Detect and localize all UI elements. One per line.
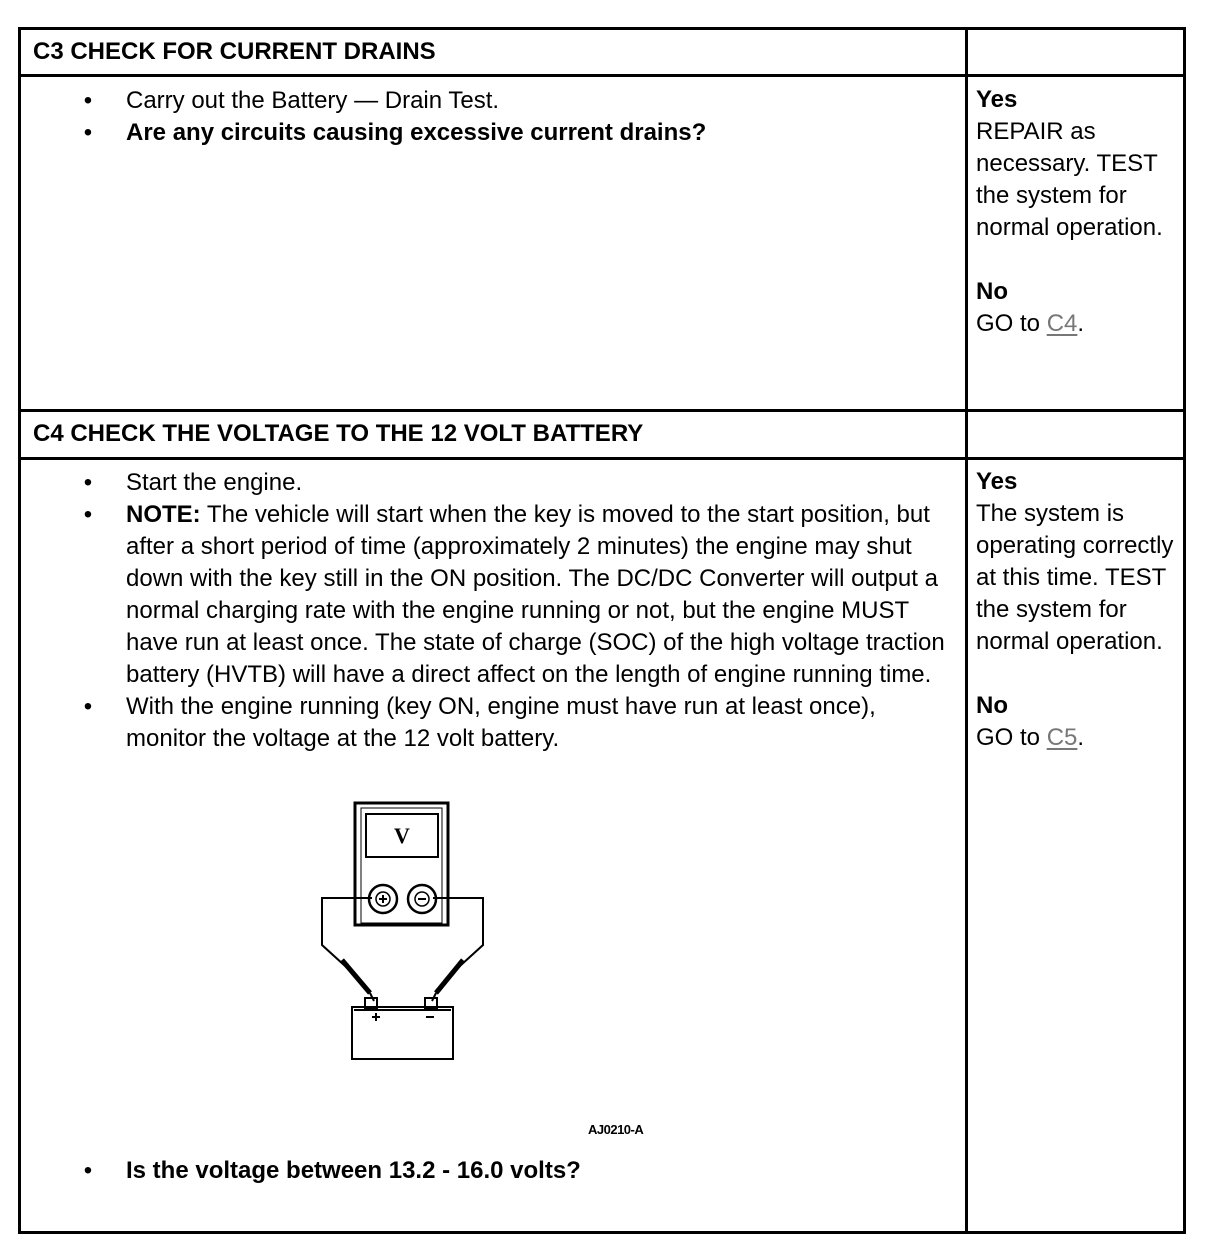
bullet-icon: • [83, 1157, 93, 1184]
table-border-bottom [18, 1231, 1186, 1234]
c3-yes-text: REPAIR as necessary. TEST the system for normal operation. [976, 118, 1163, 241]
c4-step-list-final [82, 1155, 962, 1187]
bullet-icon: • [83, 501, 93, 528]
c4-yes-text: The system is operating correctly at this time. TEST the system for normal operation. [976, 500, 1174, 655]
go-to-c4-link[interactable]: C4 [1046, 310, 1078, 337]
meter-display-v: V [394, 823, 410, 848]
c3-result [976, 84, 1176, 340]
table-border-left [18, 27, 21, 1234]
c3-header: C3 CHECK FOR CURRENT DRAINS [33, 38, 436, 65]
multimeter-icon [355, 803, 448, 925]
c4-no-line: GO to C5. [976, 724, 1085, 751]
c3-step-list [82, 85, 962, 149]
c3-yes-label: Yes [976, 86, 1018, 113]
test-leads [322, 898, 483, 1001]
figure-caption: AJ0210-A [588, 1122, 644, 1137]
c4-no-label: No [976, 692, 1008, 719]
c4-step-1: • Start the engine. [82, 467, 962, 499]
go-to-c5-link[interactable]: C5 [1046, 724, 1078, 751]
c3-no-line: GO to C4. [976, 310, 1085, 337]
c4-step-3: • With the engine running (key ON, engine must have run at least once), monitor the voltage at the 12 volt battery. [83, 693, 876, 752]
c3-no-label: No [976, 278, 1008, 305]
table-divider-c4-start [18, 409, 1186, 412]
bullet-icon: • [83, 693, 93, 720]
c4-result [976, 466, 1176, 754]
voltage-test-figure [310, 795, 510, 1070]
c4-step-2: • NOTE: The vehicle will start when the key is moved to the start position, but after a short period of time (approximately 2 minutes) the engine may shut down with the key still in the ON position. The DC/DC Converter will output a normal charging rate with the engine running or not, but the engine MUST have run at least once. The state of charge (SOC) of the high voltage traction battery (HVTB) will have a direct affect on the length of engine running time. [83, 501, 945, 688]
table-column-divider [965, 27, 968, 1234]
battery-icon [352, 998, 453, 1059]
table-divider-c4-header [18, 457, 1186, 460]
bullet-icon: • [83, 119, 93, 146]
c4-header: C4 CHECK THE VOLTAGE TO THE 12 VOLT BATTERY [33, 420, 644, 447]
table-border-right [1183, 27, 1186, 1234]
c3-step-1: • Carry out the Battery — Drain Test. [82, 85, 962, 117]
c3-step-2: • Are any circuits causing excessive current drains? [82, 117, 962, 149]
table-divider-c3-header [18, 74, 1186, 77]
c4-step-4: • Is the voltage between 13.2 - 16.0 volts? [82, 1155, 962, 1187]
bullet-icon: • [83, 87, 93, 114]
c4-step-list [82, 467, 962, 755]
table-border-top [18, 27, 1186, 30]
c4-yes-label: Yes [976, 468, 1018, 495]
bullet-icon: • [83, 469, 93, 496]
